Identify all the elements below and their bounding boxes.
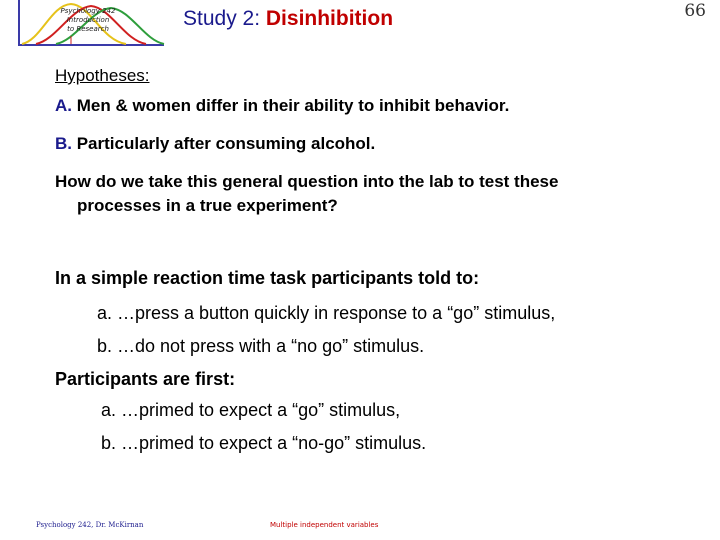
hypothesis-b: [55, 134, 375, 154]
primed-intro: Participants are first:: [55, 369, 236, 389]
hypotheses-heading: Hypotheses:: [55, 66, 150, 85]
footer-course: Psychology 242, Dr. McKirnan: [36, 521, 144, 529]
hypothesis-b-text: Particularly after consuming alcohol.: [72, 134, 376, 153]
question-line-1: How do we take this general question into the lab to test these: [55, 172, 559, 191]
task-intro: In a simple reaction time task participants told to:: [55, 268, 480, 288]
hypothesis-a-text: Men & women differ in their ability to inhibit behavior.: [72, 96, 510, 115]
logo-line: Psychology 242: [60, 7, 116, 15]
hypothesis-a-letter: A.: [55, 96, 72, 115]
question-line-2: processes in a true experiment?: [77, 196, 338, 215]
logo-text: [38, 7, 138, 34]
hypothesis-a: [55, 96, 509, 116]
title-accent: Disinhibition: [265, 7, 394, 30]
primed-item-a: a. …primed to expect a “go” stimulus,: [101, 400, 401, 420]
logo-line: to Research: [67, 25, 109, 33]
primed-item-b: b. …primed to expect a “no-go” stimulus.: [101, 433, 427, 453]
task-item-a: a. …press a button quickly in response to a “go” stimulus,: [97, 303, 556, 323]
footer-topic: Multiple independent variables: [270, 521, 379, 529]
slide-title: [183, 7, 393, 31]
course-logo: [16, 0, 166, 46]
logo-line: Introduction: [66, 16, 110, 24]
page-number: 66: [684, 1, 706, 21]
hypothesis-b-letter: B.: [55, 134, 72, 153]
title-prefix: Study 2:: [183, 7, 266, 30]
task-item-b: b. …do not press with a “no go” stimulus.: [97, 336, 425, 356]
